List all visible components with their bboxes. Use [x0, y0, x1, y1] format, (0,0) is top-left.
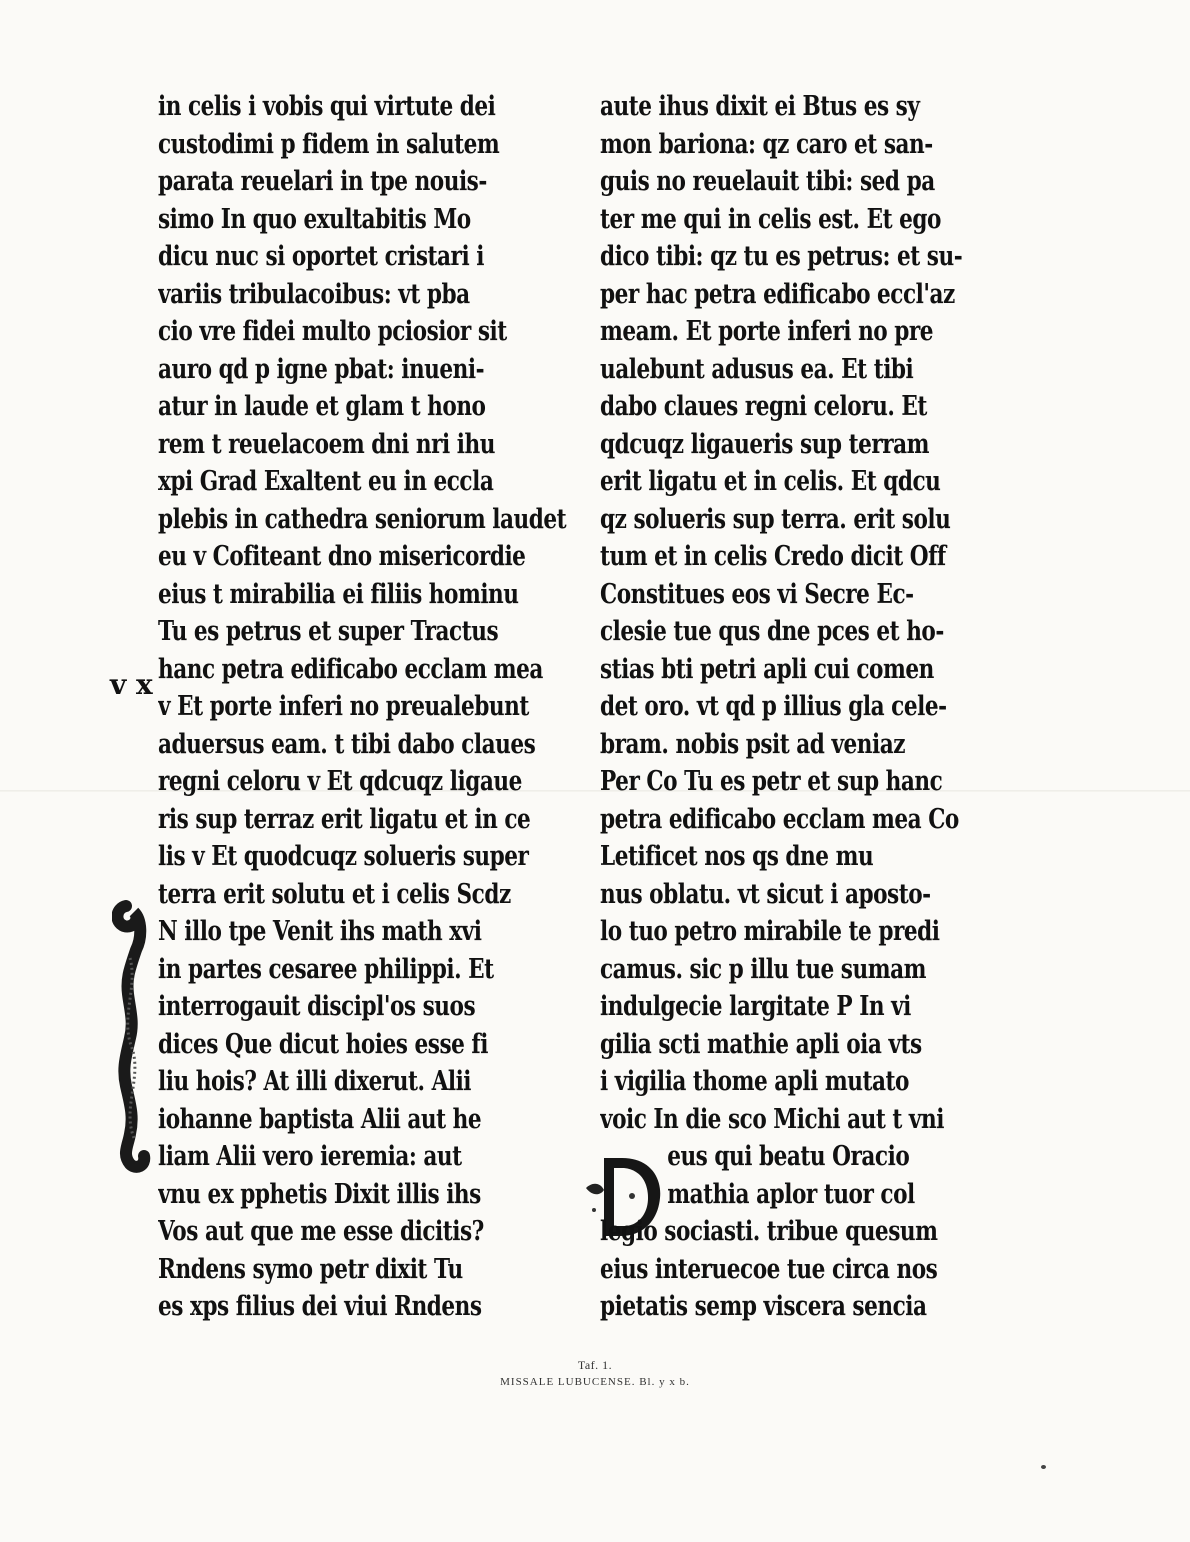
text-line: qdcuqz ligaueris sup terram: [600, 428, 930, 460]
text-column-right: [600, 88, 1010, 1326]
text-line: hanc petra edificabo ecclam mea: [158, 653, 543, 685]
text-line: interrogauit discipl'os suos: [158, 991, 476, 1022]
text-line: per hac petra edificabo eccl'az: [600, 278, 955, 310]
text-line: i vigilia thome apli mutato: [600, 1066, 909, 1097]
text-line: pietatis semp viscera sencia: [600, 1291, 927, 1322]
text-line: ter me qui in celis est. Et ego: [600, 203, 941, 235]
text-line: camus. sic p illu tue sumam: [600, 953, 926, 985]
text-line: ris sup terraz erit ligatu et in ce: [158, 803, 531, 835]
paper-speck: [1041, 1465, 1046, 1469]
text-line: aduersus eam. t tibi dabo claues: [158, 728, 536, 760]
text-line: rem t reuelacoem dni nri ihu: [158, 428, 495, 460]
text-line: aute ihus dixit ei Btus es sy: [600, 91, 920, 122]
text-line: plebis in cathedra seniorum laudet: [158, 503, 567, 535]
text-line: custodimi p fidem in salutem: [158, 128, 500, 160]
margin-note: v x: [110, 668, 153, 701]
text-line: guis no reuelauit tibi: sed pa: [600, 166, 935, 197]
text-line: meam. Et porte inferi no pre: [600, 316, 934, 347]
text-line: cio vre fidei multo pciosior sit: [158, 316, 507, 347]
text-line: bram. nobis psit ad veniaz: [600, 728, 906, 760]
plate-number: Taf. 1.: [577, 1358, 613, 1372]
text-line: mathia aplor tuor col: [667, 1178, 915, 1210]
text-line: clesie tue qus dne pces et ho-: [600, 616, 944, 647]
text-line: qz solueris sup terra. erit solu: [600, 503, 951, 535]
plate-caption: MISSALE LUBUCENSE. Bl. y x b.: [500, 1376, 690, 1388]
text-line: voic In die sco Michi aut t vni: [600, 1103, 944, 1135]
text-line: det oro. vt qd p illius gla cele-: [600, 691, 947, 722]
text-line: nus oblatu. vt sicut i aposto-: [600, 878, 931, 910]
text-column-left: [158, 88, 568, 1326]
text-line: Rndens symo petr dixit Tu: [158, 1253, 463, 1285]
text-line: legio sociasti. tribue quesum: [600, 1216, 938, 1247]
text-line: ualebunt adusus ea. Et tibi: [600, 353, 914, 385]
decorated-initial-i: [112, 898, 158, 1174]
text-line: lis v Et quodcuqz solueris super: [158, 841, 529, 872]
text-line: auro qd p igne pbat: inueni-: [158, 353, 485, 385]
text-line: gilia scti mathie apli oia vts: [600, 1028, 922, 1060]
text-line: eius t mirabilia ei filiis hominu: [158, 578, 519, 610]
text-line: simo In quo exultabitis Mo: [158, 203, 471, 235]
text-line: es xps filius dei viui Rndens: [158, 1291, 482, 1322]
text-line: regni celoru v Et qdcuqz ligaue: [158, 766, 522, 797]
text-line: liu hois? At illi dixerut. Alii: [158, 1066, 472, 1097]
text-line: indulgecie largitate P In vi: [600, 991, 911, 1022]
text-line: tum et in celis Credo dicit Off: [600, 541, 946, 572]
text-line: vnu ex pphetis Dixit illis ihs: [158, 1178, 481, 1210]
text-line: dices Que dicut hoies esse fi: [158, 1028, 488, 1060]
text-line: dicu nuc si oportet cristari i: [158, 241, 484, 272]
text-line: dabo claues regni celoru. Et: [600, 391, 927, 422]
text-line: parata reuelari in tpe nouis-: [158, 166, 487, 197]
text-line: terra erit solutu et i celis Scdz: [158, 878, 511, 910]
text-line: in celis i vobis qui virtute dei: [158, 91, 496, 122]
text-line: v Et porte inferi no preualebunt: [158, 691, 529, 722]
text-line: in partes cesaree philippi. Et: [158, 953, 494, 985]
text-line: petra edificabo ecclam mea Co: [600, 803, 959, 835]
text-line: variis tribulacoibus: vt pba: [158, 278, 470, 310]
text-line: Vos aut que me esse dicitis?: [158, 1216, 484, 1247]
text-line: atur in laude et glam t hono: [158, 391, 486, 422]
text-line: Constitues eos vi Secre Ec-: [600, 578, 914, 610]
text-line: eus qui beatu Oracio: [667, 1141, 910, 1172]
text-line: dico tibi: qz tu es petrus: et su-: [600, 241, 963, 272]
text-line: N illo tpe Venit ihs math xvi: [158, 916, 482, 947]
text-line: eius interuecoe tue circa nos: [600, 1253, 938, 1285]
text-line: eu v Cofiteant dno misericordie: [158, 541, 526, 572]
text-line: lo tuo petro mirabile te predi: [600, 916, 940, 947]
text-line: erit ligatu et in celis. Et qdcu: [600, 466, 941, 497]
text-line: Letificet nos qs dne mu: [600, 841, 874, 872]
text-line: stias bti petri apli cui comen: [600, 653, 934, 685]
text-line: Tu es petrus et super Tractus: [158, 616, 499, 647]
text-line: xpi Grad Exaltent eu in eccla: [158, 466, 494, 497]
text-line: Per Co Tu es petr et sup hanc: [600, 766, 943, 797]
text-line: iohanne baptista Alii aut he: [158, 1103, 482, 1135]
text-line: liam Alii vero ieremia: aut: [158, 1141, 462, 1172]
text-line: mon bariona: qz caro et san-: [600, 128, 933, 160]
